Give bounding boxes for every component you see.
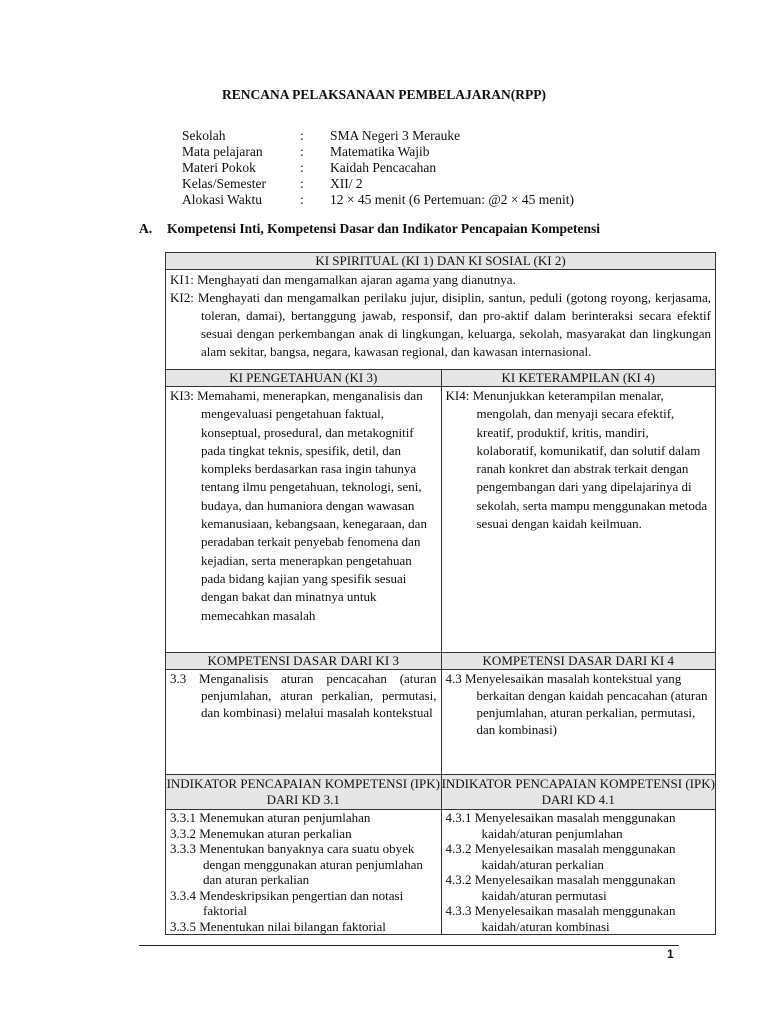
ki-spiritual-sosial-cell: [166, 270, 715, 370]
section-heading: [139, 221, 600, 237]
page-number: 1: [667, 947, 674, 961]
info-colon: :: [300, 160, 304, 175]
ipk3-item: 3.3.4 Mendeskripsikan pengertian dan notasi faktorial: [170, 887, 404, 918]
info-block: [182, 128, 574, 208]
ipk3-item: 3.3.2 Menemukan aturan perkalian: [170, 825, 352, 841]
info-row-alokasi-waktu: [182, 192, 574, 208]
ipk4-header: INDIKATOR PENCAPAIAN KOMPETENSI (IPK) DARI KD 4.1: [441, 776, 715, 807]
ki3-cell: [166, 387, 441, 652]
ipk4-item: 4.3.2 Menyelesaikan masalah menggunakan kaidah/aturan perkalian: [445, 841, 676, 872]
kd4-text: 4.3 Menyelesaikan masalah kontekstual yang berkaitan dengan kaidah pencacahan (aturan penjumlahan, aturan perkalian, permutasi, dan kombinasi): [445, 671, 708, 737]
ki4-cell: [441, 387, 716, 652]
info-row-mata-pelajaran: [182, 144, 574, 160]
info-label: Materi Pokok: [182, 160, 256, 175]
kd3-cell: [166, 670, 441, 774]
info-label: Kelas/Semester: [182, 176, 266, 191]
info-value: XII/ 2: [330, 176, 363, 191]
info-value: Kaidah Pencacahan: [330, 160, 437, 175]
ipk-header-row: [166, 775, 715, 810]
ipk4-item: 4.3.1 Menyelesaikan masalah menggunakan kaidah/aturan penjumlahan: [445, 810, 676, 841]
ipk4-item: 4.3.3 Menyelesaikan masalah menggunakan kaidah/aturan kombinasi: [445, 903, 676, 934]
ipk4-list: [442, 810, 716, 934]
kd-content-row: [166, 670, 715, 775]
info-label: Alokasi Waktu: [182, 192, 263, 207]
ipk3-cell: [166, 810, 441, 934]
kd4-header: KOMPETENSI DASAR DARI KI 4: [442, 653, 716, 669]
info-colon: :: [300, 192, 304, 207]
document-title: RENCANA PELAKSANAAN PEMBELAJARAN(RPP): [222, 87, 546, 102]
kd3-header: KOMPETENSI DASAR DARI KI 3: [166, 653, 441, 669]
ki3-text: KI3: Memahami, menerapkan, menganalisis dan mengevaluasi pengetahuan faktual, konseptual, prosedural, dan metakognitif pada tingkat teknis, spesifik, detil, dan kompleks berdasarkan rasa ingin tahunya tentang ilmu pengetahuan, teknologi, seni, budaya, dan humaniora dengan wawasan kemanusiaan, kebangsaan, kenegaraan, dan peradaban terkait penyebab fenomena dan kejadian, serta menerapkan pengetahuan pada bidang kajian yang spesifik sesuai dengan bakat dan minatnya untuk memecahkan masalah: [170, 388, 427, 623]
info-row-sekolah: [182, 128, 574, 144]
info-colon: :: [300, 128, 304, 143]
ipk4-item: 4.3.2 Menyelesaikan masalah menggunakan kaidah/aturan permutasi: [445, 872, 676, 903]
ki34-content-row: [166, 387, 715, 653]
info-label: Sekolah: [182, 128, 226, 143]
section-number: A.: [139, 221, 153, 236]
ipk3-item: 3.3.3 Menentukan banyaknya cara suatu obyek dengan menggunakan aturan penjumlahan dan aturan perkalian: [170, 841, 423, 887]
info-colon: :: [300, 176, 304, 191]
ki4-header: KI KETERAMPILAN (KI 4): [442, 370, 716, 386]
ipk3-list: [166, 810, 441, 934]
info-label: Mata pelajaran: [182, 144, 263, 159]
section-title: Kompetensi Inti, Kompetensi Dasar dan Indikator Pencapaian Kompetensi: [167, 221, 601, 236]
info-colon: :: [300, 144, 304, 159]
ipk-content-row: [166, 810, 715, 934]
ki-spiritual-sosial-header: KI SPIRITUAL (KI 1) DAN KI SOSIAL (KI 2): [166, 253, 715, 270]
ipk3-item: 3.3.5 Menentukan nilai bilangan faktorial: [170, 918, 386, 934]
ki4-header-cell: [441, 370, 716, 386]
ipk4-header-cell: [441, 775, 716, 809]
kd3-text: 3.3 Menganalisis aturan pencacahan (aturan penjumlahan, aturan perkalian, permutasi, dan kombinasi) melalui masalah kontekstual: [170, 671, 437, 720]
ipk3-header-cell: [166, 775, 441, 809]
competency-table: [165, 252, 716, 935]
ki3-header: KI PENGETAHUAN (KI 3): [166, 370, 441, 386]
info-value: Matematika Wajib: [330, 144, 430, 159]
kd-header-row: [166, 653, 715, 670]
ki4-text: KI4: Menunjukkan keterampilan menalar, mengolah, dan menyaji secara efektif, kreatif, produktif, kritis, mandiri, kolaboratif, komunikatif, dan solutif dalam ranah konkret dan abstrak terkait dengan pengembangan dari yang dipelajarinya di sekolah, serta mampu menggunakan metoda sesuai dengan kaidah keilmuan.: [445, 388, 708, 532]
ki34-header-row: [166, 370, 715, 387]
ipk3-header: INDIKATOR PENCAPAIAN KOMPETENSI (IPK) DARI KD 3.1: [166, 776, 440, 807]
ipk3-item: 3.3.1 Menemukan aturan penjumlahan: [170, 810, 371, 825]
kd3-header-cell: [166, 653, 441, 669]
ki2-text: KI2: Menghayati dan mengamalkan perilaku jujur, disiplin, santun, peduli (gotong royong, kerjasama, toleran, damai), bertanggung jawab, responsif, dan pro-aktif dalam berinteraksi secara efektif sesuai dengan perkembangan anak di lingkungan, keluarga, sekolah, masyarakat dan lingkungan alam sekitar, bangsa, negara, kawasan regional, dan kawasan internasional.: [170, 290, 711, 359]
ki3-header-cell: [166, 370, 441, 386]
kd4-header-cell: [441, 653, 716, 669]
info-value: SMA Negeri 3 Merauke: [330, 128, 461, 143]
info-row-kelas-semester: [182, 176, 574, 192]
ki1-text: KI1: Menghayati dan mengamalkan ajaran agama yang dianutnya.: [170, 272, 516, 287]
info-row-materi-pokok: [182, 160, 574, 176]
ipk4-cell: [441, 810, 716, 934]
info-value: 12 × 45 menit (6 Pertemuan: @2 × 45 menit): [330, 192, 574, 207]
kd4-cell: [441, 670, 716, 774]
footer-divider: [139, 945, 679, 946]
